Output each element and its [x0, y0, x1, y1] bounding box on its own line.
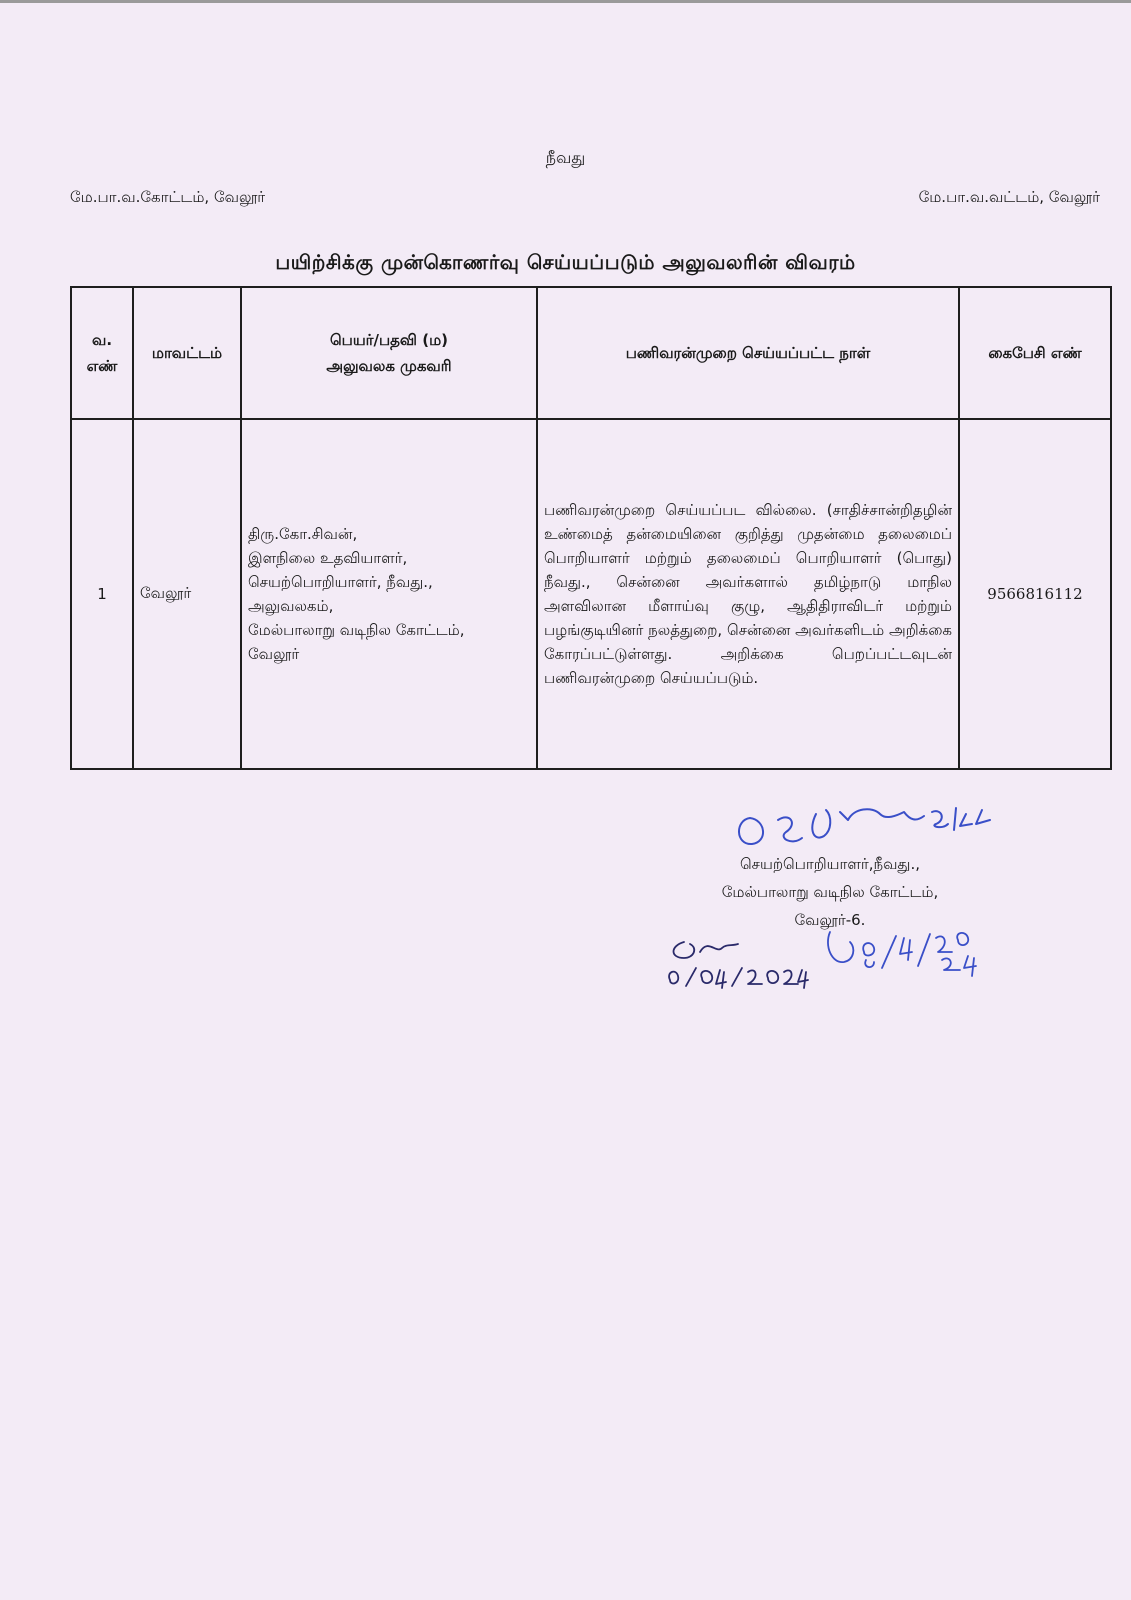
table-header-row: [71, 287, 1111, 419]
name-line: திரு.கோ.சிவன்,: [248, 525, 358, 543]
name-line: மேல்பாலாறு வடிநில கோட்டம்,: [248, 621, 465, 639]
header-mobile: கைபேசி எண்: [959, 287, 1111, 419]
name-line: இளநிலை உதவியாளர்,: [248, 549, 408, 567]
place-line: வேலூர்-6.: [794, 911, 866, 929]
name-line: வேலூர்: [248, 645, 300, 663]
designation-line: செயற்பொறியாளர்,நீவது.,: [740, 855, 920, 873]
cell-regularization-status: பணிவரன்முறை செய்யப்பட வில்லை. (சாதிச்சான்றிதழின் உண்மைத் தன்மையினை குறித்து முதன்மை தலைமைப் பொறியாளர் மற்றும் தலைமைப் பொறியாளர் (பொது) நீவது., சென்னை அவர்களால் தமிழ்நாடு மாநில அளவிலான மீளாய்வு குழு, ஆதிதிராவிடர் மற்றும் பழங்குடியினர் நலத்துறை, சென்னை அவர்களிடம் அறிக்கை கோரப்பட்டுள்ளது. அறிக்கை பெறப்பட்டவுடன் பணிவரன்முறை செய்யப்படும்.: [537, 419, 959, 769]
top-border-line: [0, 0, 1131, 3]
table-row: [71, 419, 1111, 769]
office-line: மேல்பாலாறு வடிநில கோட்டம்,: [721, 883, 939, 901]
header-name-address: பெயர்/பதவி (ம) அலுவலக முகவரி: [241, 287, 537, 419]
cell-serial: 1: [71, 419, 133, 769]
document-title: பயிற்சிக்கு முன்கொணர்வு செய்யப்படும் அலுவலரின் விவரம்: [275, 250, 856, 274]
name-line: செயற்பொறியாளர், நீவது.,: [248, 573, 433, 591]
initials-with-date-left: [660, 928, 810, 998]
name-line: அலுவலகம்,: [248, 597, 334, 615]
officer-details-table: [70, 286, 1112, 770]
department-name: நீவது: [545, 148, 586, 167]
division-office: மே.பா.வ.கோட்டம், வேலூர்: [70, 188, 266, 206]
circle-office: மே.பா.வ.வட்டம், வேலூர்: [918, 188, 1100, 206]
cell-name-address: [241, 419, 537, 769]
cell-district: வேலூர்: [133, 419, 241, 769]
cell-mobile: 9566816112: [959, 419, 1111, 769]
header-serial: வ. எண்: [71, 287, 133, 419]
header-regularization-date: பணிவரன்முறை செய்யப்பட்ட நாள்: [537, 287, 959, 419]
initials-with-date-right: [820, 912, 980, 982]
header-district: மாவட்டம்: [133, 287, 241, 419]
